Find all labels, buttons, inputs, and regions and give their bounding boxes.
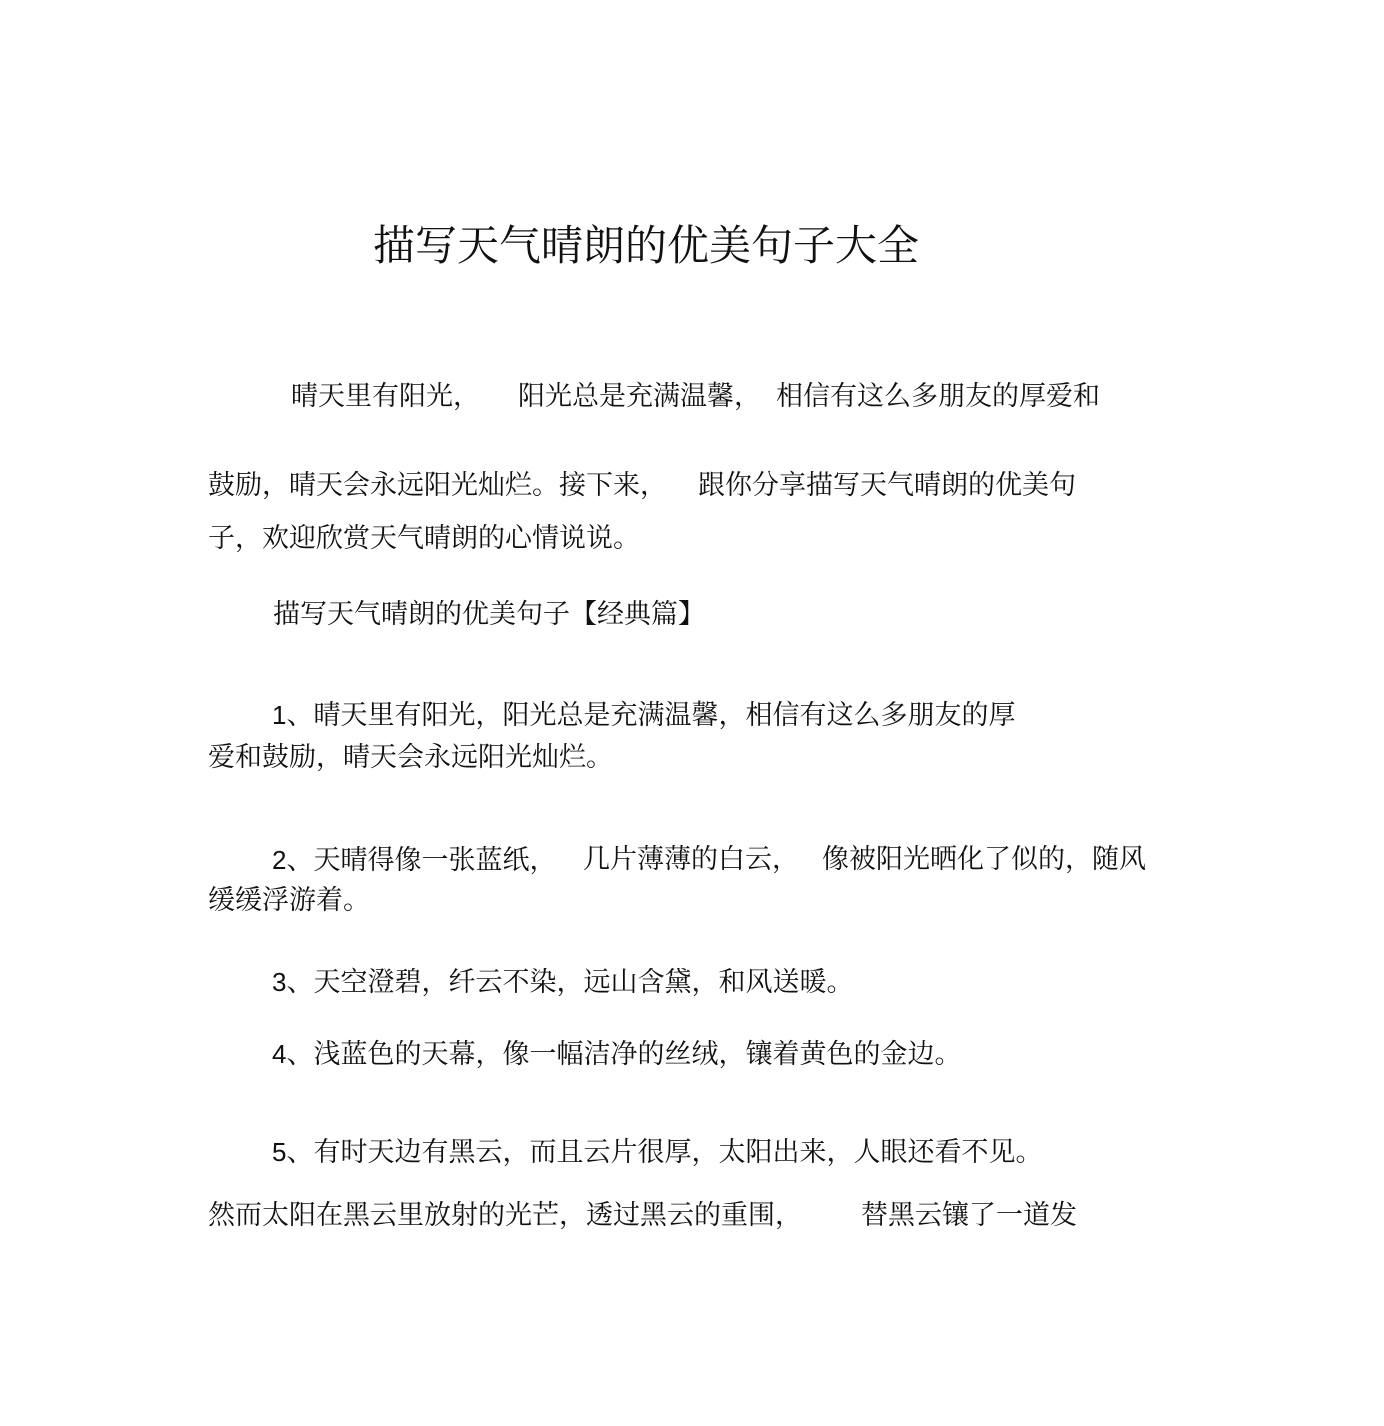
list-item-1-line-1 [272,698,1015,733]
item-number: 5 [272,1137,287,1167]
item-text: 、天空澄碧，纤云不染，远山含黛，和风送暖。 [286,967,854,998]
list-item-3-line-1 [272,965,853,1000]
item-text: 、天晴得像一张蓝纸， [286,845,557,876]
page-title: 描写天气晴朗的优美句子大全 [373,221,920,270]
list-item-5-line-2a: 然而太阳在黑云里放射的光芒，透过黑云的重围， [208,1200,802,1231]
item-number: 3 [272,967,287,997]
list-item-2-line-1c: 像被阳光晒化了似的，随风 [822,844,1146,875]
intro-line-3: 子，欢迎欣赏天气晴朗的心情说说。 [208,523,640,554]
item-number: 2 [272,845,287,875]
intro-line-2b: 跟你分享描写天气晴朗的优美句 [698,470,1076,501]
item-text: 、晴天里有阳光，阳光总是充满温馨，相信有这么多朋友的厚 [286,700,1016,731]
list-item-1-line-2: 爱和鼓励，晴天会永远阳光灿烂。 [208,742,613,773]
item-text: 、有时天边有黑云，而且云片很厚，太阳出来，人眼还看不见。 [286,1137,1043,1168]
intro-line-1a: 晴天里有阳光， [291,381,480,412]
list-item-5-line-2b: 替黑云镶了一道发 [861,1200,1077,1231]
intro-line-2a: 鼓励，晴天会永远阳光灿烂。接下来， [208,470,667,501]
list-item-2-line-2: 缓缓浮游着。 [208,885,370,916]
intro-line-1c: 相信有这么多朋友的厚爱和 [776,381,1100,412]
item-number: 1 [272,700,287,730]
item-text: 、浅蓝色的天幕，像一幅洁净的丝绒，镶着黄色的金边。 [286,1039,962,1070]
intro-line-1b: 阳光总是充满温馨， [518,381,761,412]
list-item-2-line-1 [272,843,556,878]
item-number: 4 [272,1039,287,1069]
list-item-4-line-1 [272,1037,961,1072]
section-heading: 描写天气晴朗的优美句子【经典篇】 [273,599,705,630]
list-item-5-line-1 [272,1135,1042,1170]
list-item-2-line-1b: 几片薄薄的白云， [583,844,799,875]
